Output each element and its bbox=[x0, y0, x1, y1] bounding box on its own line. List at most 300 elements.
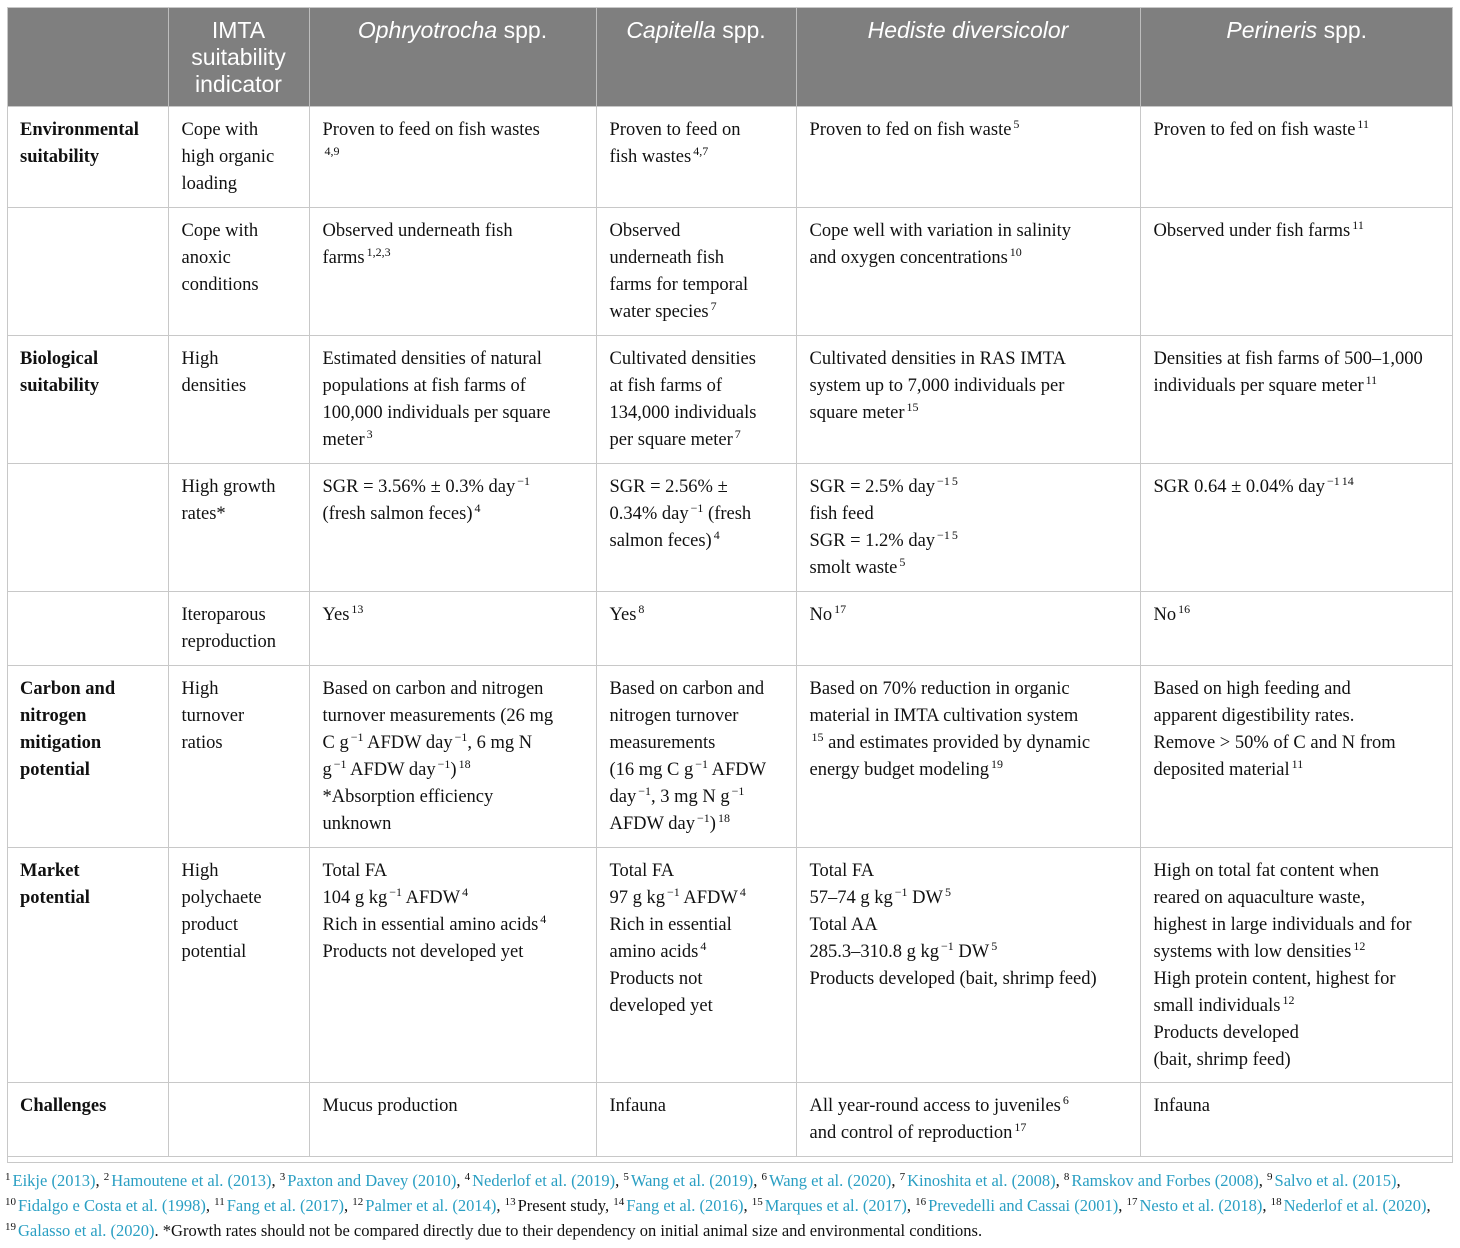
superscript: 5 bbox=[951, 528, 958, 542]
cell-line bbox=[610, 245, 784, 272]
superscript: 4 bbox=[739, 885, 746, 899]
cell-text: Yes bbox=[609, 605, 637, 625]
imta-suitability-table bbox=[7, 7, 1453, 1157]
indicator-label: loading bbox=[181, 174, 237, 194]
indicator-label: product bbox=[181, 915, 239, 935]
reference-link[interactable]: Paxton and Davey (2010) bbox=[287, 1171, 457, 1190]
cell-line bbox=[323, 858, 584, 885]
cell-hediste bbox=[796, 592, 1140, 666]
footnote-number: 9 bbox=[1267, 1171, 1273, 1183]
header-perineris: Perineris spp. bbox=[1140, 7, 1453, 107]
reference-link[interactable]: Fang et al. (2016) bbox=[626, 1196, 744, 1215]
cell-line bbox=[610, 602, 784, 629]
cell-line bbox=[810, 528, 1128, 555]
cell-ophryotrocha bbox=[309, 208, 596, 336]
superscript: 15 bbox=[811, 730, 824, 744]
indicator-cell bbox=[168, 592, 309, 666]
cell-line bbox=[610, 427, 784, 454]
indicator-label: anoxic bbox=[181, 248, 231, 268]
cell-line bbox=[323, 144, 584, 171]
cell-line bbox=[1154, 346, 1442, 373]
superscript: −1 bbox=[695, 757, 709, 771]
superscript: 11 bbox=[1365, 373, 1378, 387]
cell-line bbox=[610, 346, 784, 373]
cell-text: SGR 0.64 ± 0.04% day bbox=[1153, 477, 1326, 497]
cell-text: Proven to fed on fish waste bbox=[809, 120, 1012, 140]
cell-text: 0.34% day bbox=[609, 504, 689, 524]
footnote-number: 7 bbox=[899, 1171, 906, 1183]
cell-text: Mucus production bbox=[322, 1096, 458, 1116]
cell-text: 57–74 g kg bbox=[809, 888, 893, 908]
category-cell bbox=[7, 1083, 168, 1157]
indicator-label: Iteroparous bbox=[181, 605, 266, 625]
cell-line bbox=[323, 757, 584, 784]
cell-text: Cultivated densities in RAS IMTA bbox=[809, 349, 1066, 369]
cell-text: 100,000 individuals per square bbox=[322, 403, 551, 423]
cell-text: Based on 70% reduction in organic bbox=[809, 679, 1070, 699]
footnote-number: 14 bbox=[613, 1196, 625, 1208]
superscript: 5 bbox=[899, 555, 906, 569]
cell-line bbox=[810, 474, 1128, 501]
cell-text: All year-round access to juveniles bbox=[809, 1096, 1061, 1116]
cell-text: smolt waste bbox=[809, 558, 898, 578]
superscript: 4 bbox=[462, 885, 469, 899]
superscript: 3 bbox=[366, 427, 373, 441]
footnote-number: 6 bbox=[761, 1171, 767, 1183]
cell-capitella bbox=[596, 1083, 796, 1157]
cell-text: Yes bbox=[322, 605, 350, 625]
cell-line bbox=[610, 400, 784, 427]
cell-text: and oxygen concentrations bbox=[809, 248, 1008, 268]
cell-line bbox=[810, 885, 1128, 912]
category-cell bbox=[7, 464, 168, 592]
cell-text: AFDW bbox=[708, 760, 767, 780]
cell-text: SGR = 1.2% day bbox=[809, 531, 936, 551]
cell-text: fish wastes bbox=[609, 147, 692, 167]
indicator-label: High growth bbox=[181, 477, 276, 497]
cell-text: Rich in essential bbox=[609, 915, 732, 935]
cell-text: (bait, shrimp feed) bbox=[1153, 1050, 1291, 1070]
cell-text: material in IMTA cultivation system bbox=[809, 706, 1079, 726]
reference-link[interactable]: Marques et al. (2017) bbox=[764, 1196, 907, 1215]
superscript: 4 bbox=[713, 528, 720, 542]
cell-text: AFDW bbox=[679, 888, 738, 908]
cell-line bbox=[1154, 117, 1442, 144]
cell-line bbox=[810, 730, 1128, 757]
superscript: 5 bbox=[1013, 117, 1020, 131]
cell-line bbox=[323, 602, 584, 629]
cell-text: Proven to feed on bbox=[609, 120, 741, 140]
indicator-cell bbox=[168, 464, 309, 592]
footnote-number: 12 bbox=[352, 1196, 364, 1208]
cell-text: square meter bbox=[809, 403, 905, 423]
cell-ophryotrocha bbox=[309, 848, 596, 1083]
cell-line bbox=[610, 757, 784, 784]
cell-line bbox=[610, 811, 784, 838]
category-label: Environmental bbox=[20, 120, 139, 140]
category-label: suitability bbox=[20, 147, 100, 167]
cell-line bbox=[610, 912, 784, 939]
category-cell bbox=[7, 666, 168, 848]
footnote-number: 18 bbox=[1270, 1196, 1282, 1208]
cell-text: at fish farms of bbox=[609, 376, 723, 396]
cell-capitella bbox=[596, 107, 796, 208]
cell-text: Based on carbon and nitrogen bbox=[322, 679, 544, 699]
cell-text: apparent digestibility rates. bbox=[1153, 706, 1355, 726]
cell-text: Products developed bbox=[1153, 1023, 1299, 1043]
cell-perineris bbox=[1140, 107, 1453, 208]
cell-capitella bbox=[596, 336, 796, 464]
cell-ophryotrocha bbox=[309, 592, 596, 666]
reference-link[interactable]: Prevedelli and Cassai (2001) bbox=[928, 1196, 1119, 1215]
superscript: 6 bbox=[1062, 1093, 1069, 1107]
cell-text: Cope well with variation in salinity bbox=[809, 221, 1072, 241]
cell-text: DW bbox=[953, 942, 990, 962]
cell-text: (fresh bbox=[703, 504, 752, 524]
indicator-cell bbox=[168, 848, 309, 1083]
cell-text: Remove > 50% of C and N from bbox=[1153, 733, 1396, 753]
table-row bbox=[7, 464, 1453, 592]
cell-text: salmon feces) bbox=[609, 531, 712, 551]
category-label: suitability bbox=[20, 376, 100, 396]
cell-text: SGR = 3.56% ± 0.3% day bbox=[322, 477, 516, 497]
superscript: 5 bbox=[951, 474, 958, 488]
superscript: −1 bbox=[731, 784, 745, 798]
cell-text: developed yet bbox=[609, 996, 713, 1016]
footnote-text: Present study bbox=[517, 1196, 605, 1215]
superscript: −1 bbox=[937, 528, 950, 542]
reference-link[interactable]: Hamoutene et al. (2013) bbox=[111, 1171, 272, 1190]
cell-hediste bbox=[796, 336, 1140, 464]
cell-line bbox=[1154, 939, 1442, 966]
cell-line bbox=[610, 218, 784, 245]
cell-text: 285.3–310.8 g kg bbox=[809, 942, 939, 962]
cell-line bbox=[610, 858, 784, 885]
header-ophryotrocha: Ophryotrocha spp. bbox=[309, 7, 596, 107]
cell-line bbox=[810, 966, 1128, 993]
footnote-number: 11 bbox=[214, 1196, 225, 1208]
footnote-number: 5 bbox=[623, 1171, 629, 1183]
table-row bbox=[7, 208, 1453, 336]
footnote-number: 13 bbox=[504, 1196, 516, 1208]
category-label: Challenges bbox=[20, 1096, 107, 1116]
superscript: 14 bbox=[1341, 474, 1354, 488]
superscript: 8 bbox=[638, 602, 645, 616]
cell-line bbox=[323, 939, 584, 966]
superscript: 17 bbox=[1014, 1120, 1027, 1134]
table-row bbox=[7, 592, 1453, 666]
cell-line bbox=[810, 602, 1128, 629]
cell-line bbox=[1154, 218, 1442, 245]
cell-text: reared on aquaculture waste, bbox=[1153, 888, 1366, 908]
cell-line bbox=[610, 272, 784, 299]
cell-line bbox=[323, 912, 584, 939]
cell-text: per square meter bbox=[609, 430, 733, 450]
cell-text: Estimated densities of natural bbox=[322, 349, 542, 369]
cell-text: Observed underneath fish bbox=[322, 221, 513, 241]
superscript: 15 bbox=[906, 400, 919, 414]
reference-link[interactable]: Nesto et al. (2018) bbox=[1139, 1196, 1263, 1215]
cell-text: 134,000 individuals bbox=[609, 403, 757, 423]
cell-line bbox=[323, 730, 584, 757]
cell-line bbox=[1154, 885, 1442, 912]
cell-line bbox=[323, 400, 584, 427]
category-cell bbox=[7, 848, 168, 1083]
cell-hediste bbox=[796, 848, 1140, 1083]
cell-text: and estimates provided by dynamic bbox=[823, 733, 1091, 753]
cell-line bbox=[610, 966, 784, 993]
cell-line bbox=[810, 939, 1128, 966]
cell-line bbox=[1154, 1047, 1442, 1074]
cell-text: Observed bbox=[609, 221, 681, 241]
reference-link[interactable]: Wang et al. (2019) bbox=[630, 1171, 754, 1190]
footnote-number: 17 bbox=[1126, 1196, 1138, 1208]
superscript: 11 bbox=[1291, 757, 1304, 771]
cell-line bbox=[1154, 912, 1442, 939]
superscript: −1 bbox=[437, 757, 451, 771]
cell-text: , 3 mg N g bbox=[651, 787, 730, 807]
table-row bbox=[7, 107, 1453, 208]
cell-line bbox=[323, 427, 584, 454]
indicator-cell bbox=[168, 336, 309, 464]
superscript: 11 bbox=[1352, 218, 1364, 232]
cell-line bbox=[1154, 602, 1442, 629]
table-footnote: $^1$ Eikje (2013), $^2$ Hamoutene et al. (2013), $^3$ Paxton and Davey (2010), $^4$ Nederlof et al. (2019), $^5$ Wang et al. (2019), $^6$ Wang et al. (2020), $^7$ Kinoshita et al. (2008), $^8$ Ramskov and Forbes (2008), $^9$ Salvo et al. (2015), $^{10}$ Fidalgo e Costa et al. (1998), $^{11}$ Fang et al. (2017), $^{12}$ Palmer et al. (2014), $^{13}$ Present study, $^{14}$ Fang et al. (2016), $^{15}$ Marques et al. (2017), $^{16}$ Prevedelli and Cassai (2001), $^{17}$ Nesto et al. (2018), $^{18}$ Nederlof et al. (2020), $^{19}$ Galasso et al. (2020). *Growth rates should not be compared directly due to their dependency on initial animal size and environmental conditions. bbox=[5, 1171, 1431, 1240]
header-capitella: Capitella spp. bbox=[596, 7, 796, 107]
footnote-number: 3 bbox=[279, 1171, 286, 1183]
cell-text: unknown bbox=[322, 814, 392, 834]
category-cell bbox=[7, 107, 168, 208]
cell-line bbox=[810, 245, 1128, 272]
cell-line bbox=[810, 858, 1128, 885]
cell-text: Total FA bbox=[322, 861, 388, 881]
cell-text: nitrogen turnover bbox=[609, 706, 739, 726]
cell-line bbox=[810, 912, 1128, 939]
superscript: −1 bbox=[696, 811, 710, 825]
cell-line bbox=[323, 501, 584, 528]
cell-line bbox=[810, 676, 1128, 703]
cell-capitella bbox=[596, 848, 796, 1083]
cell-ophryotrocha bbox=[309, 336, 596, 464]
indicator-cell bbox=[168, 107, 309, 208]
cell-perineris bbox=[1140, 592, 1453, 666]
superscript: 4 bbox=[700, 939, 707, 953]
cell-line bbox=[323, 346, 584, 373]
cell-text: SGR = 2.5% day bbox=[809, 477, 936, 497]
indicator-label: High bbox=[181, 861, 219, 881]
cell-text: C g bbox=[322, 733, 349, 753]
indicator-label: reproduction bbox=[181, 632, 277, 652]
cell-perineris bbox=[1140, 208, 1453, 336]
indicator-label: high organic bbox=[181, 147, 275, 167]
reference-link[interactable]: Kinoshita et al. (2008) bbox=[907, 1171, 1056, 1190]
cell-capitella bbox=[596, 208, 796, 336]
indicator-label: Cope with bbox=[181, 221, 259, 241]
cell-line bbox=[323, 811, 584, 838]
cell-text: turnover measurements (26 mg bbox=[322, 706, 554, 726]
footnote-number: 2 bbox=[103, 1171, 110, 1183]
indicator-label: High bbox=[181, 349, 219, 369]
superscript: −1 bbox=[1327, 474, 1340, 488]
cell-text: AFDW day bbox=[346, 760, 436, 780]
reference-link[interactable]: Salvo et al. (2015) bbox=[1274, 1171, 1397, 1190]
cell-hediste bbox=[796, 107, 1140, 208]
cell-text: Products not bbox=[609, 969, 703, 989]
cell-text: energy budget modeling bbox=[809, 760, 989, 780]
cell-text: farms bbox=[322, 248, 365, 268]
footnote-number: 15 bbox=[751, 1196, 763, 1208]
cell-ophryotrocha bbox=[309, 464, 596, 592]
superscript: 16 bbox=[1178, 602, 1191, 616]
superscript: 5 bbox=[991, 939, 998, 953]
reference-link[interactable]: Fang et al. (2017) bbox=[226, 1196, 345, 1215]
cell-text: populations at fish farms of bbox=[322, 376, 526, 396]
cell-line bbox=[1154, 993, 1442, 1020]
cell-line bbox=[323, 885, 584, 912]
cell-text: DW bbox=[907, 888, 943, 908]
reference-link[interactable]: Fidalgo e Costa et al. (1998) bbox=[18, 1196, 206, 1215]
cell-text: Products not developed yet bbox=[322, 942, 524, 962]
superscript: 12 bbox=[1353, 939, 1366, 953]
category-label: potential bbox=[20, 888, 90, 908]
reference-link[interactable]: Ramskov and Forbes (2008) bbox=[1071, 1171, 1259, 1190]
cell-line bbox=[1154, 373, 1442, 400]
cell-text: system up to 7,000 individuals per bbox=[809, 376, 1065, 396]
cell-hediste bbox=[796, 464, 1140, 592]
reference-link[interactable]: Eikje (2013) bbox=[12, 1171, 96, 1190]
cell-line bbox=[810, 703, 1128, 730]
category-cell bbox=[7, 336, 168, 464]
superscript: −1 bbox=[333, 757, 347, 771]
cell-line bbox=[610, 784, 784, 811]
superscript: 4,7 bbox=[693, 144, 709, 158]
superscript: 11 bbox=[1357, 117, 1369, 131]
cell-line bbox=[1154, 1020, 1442, 1047]
cell-ophryotrocha bbox=[309, 666, 596, 848]
cell-line bbox=[610, 939, 784, 966]
cell-text: fish feed bbox=[809, 504, 874, 524]
reference-link[interactable]: Nederlof et al. (2020) bbox=[1283, 1196, 1427, 1215]
indicator-label: Cope with bbox=[181, 120, 259, 140]
superscript: −1 bbox=[638, 784, 651, 798]
superscript: −1 bbox=[937, 474, 950, 488]
cell-capitella bbox=[596, 464, 796, 592]
cell-line bbox=[610, 474, 784, 501]
superscript: 4 bbox=[474, 501, 481, 515]
cell-line bbox=[610, 1093, 784, 1120]
table-header-row bbox=[7, 7, 1453, 107]
cell-line bbox=[1154, 703, 1442, 730]
footnote-number: 8 bbox=[1063, 1171, 1070, 1183]
header-category bbox=[7, 7, 168, 107]
cell-line bbox=[323, 703, 584, 730]
superscript: −1 bbox=[690, 501, 704, 515]
cell-text: High protein content, highest for bbox=[1153, 969, 1396, 989]
cell-line bbox=[810, 555, 1128, 582]
cell-text: AFDW day bbox=[363, 733, 453, 753]
cell-line bbox=[810, 1120, 1128, 1147]
cell-line bbox=[323, 676, 584, 703]
cell-line bbox=[1154, 1093, 1442, 1120]
superscript: 17 bbox=[834, 602, 847, 616]
cell-text: Rich in essential amino acids bbox=[322, 915, 539, 935]
cell-perineris bbox=[1140, 464, 1453, 592]
superscript: 5 bbox=[944, 885, 951, 899]
category-label: mitigation bbox=[20, 733, 102, 753]
cell-ophryotrocha bbox=[309, 1083, 596, 1157]
cell-text: *Absorption efficiency bbox=[322, 787, 494, 807]
cell-text: and control of reproduction bbox=[809, 1123, 1013, 1143]
superscript: −1 bbox=[894, 885, 908, 899]
reference-link[interactable]: Wang et al. (2020) bbox=[768, 1171, 892, 1190]
cell-text: amino acids bbox=[609, 942, 699, 962]
footnote-number: 4 bbox=[464, 1171, 471, 1183]
cell-line bbox=[610, 501, 784, 528]
cell-line bbox=[810, 757, 1128, 784]
cell-text: farms for temporal bbox=[609, 275, 749, 295]
category-label: Market bbox=[20, 861, 80, 881]
cell-text: deposited material bbox=[1153, 760, 1290, 780]
cell-text: 104 g kg bbox=[322, 888, 388, 908]
cell-text: day bbox=[609, 787, 637, 807]
cell-ophryotrocha bbox=[309, 107, 596, 208]
reference-link[interactable]: Galasso et al. (2020) bbox=[18, 1221, 155, 1240]
cell-perineris bbox=[1140, 336, 1453, 464]
category-label: Carbon and bbox=[20, 679, 116, 699]
cell-text: Based on high feeding and bbox=[1153, 679, 1351, 699]
cell-text: Cultivated densities bbox=[609, 349, 756, 369]
superscript: −1 bbox=[454, 730, 468, 744]
cell-text: Observed under fish farms bbox=[1153, 221, 1351, 241]
cell-line bbox=[610, 730, 784, 757]
cell-line bbox=[1154, 757, 1442, 784]
cell-text: Proven to feed on fish wastes bbox=[322, 120, 540, 140]
cell-text: Densities at fish farms of 500–1,000 bbox=[1153, 349, 1423, 369]
reference-link[interactable]: Palmer et al. (2014) bbox=[365, 1196, 497, 1215]
category-label: nitrogen bbox=[20, 706, 87, 726]
category-label: Biological bbox=[20, 349, 99, 369]
header-indicator: IMTA suitability indicator bbox=[168, 7, 309, 107]
cell-hediste bbox=[796, 1083, 1140, 1157]
footnote-number: 10 bbox=[5, 1196, 16, 1208]
indicator-label: conditions bbox=[181, 275, 259, 295]
superscript: −1 bbox=[389, 885, 403, 899]
cell-capitella bbox=[596, 592, 796, 666]
cell-text: No bbox=[1153, 605, 1177, 625]
cell-text: , 6 mg N bbox=[467, 733, 533, 753]
table-row bbox=[7, 336, 1453, 464]
cell-line bbox=[1154, 858, 1442, 885]
cell-perineris bbox=[1140, 848, 1453, 1083]
indicator-label: densities bbox=[181, 376, 247, 396]
cell-text: systems with low densities bbox=[1153, 942, 1352, 962]
indicator-cell bbox=[168, 666, 309, 848]
cell-text: small individuals bbox=[1153, 996, 1281, 1016]
cell-line bbox=[323, 245, 584, 272]
cell-line bbox=[610, 993, 784, 1020]
cell-perineris bbox=[1140, 666, 1453, 848]
superscript: 18 bbox=[717, 811, 730, 825]
cell-line bbox=[610, 703, 784, 730]
cell-text: ) bbox=[709, 814, 716, 834]
cell-line bbox=[810, 501, 1128, 528]
cell-text: High on total fat content when bbox=[1153, 861, 1380, 881]
category-cell bbox=[7, 208, 168, 336]
cell-text: AFDW day bbox=[609, 814, 695, 834]
reference-link[interactable]: Nederlof et al. (2019) bbox=[472, 1171, 616, 1190]
indicator-label: polychaete bbox=[181, 888, 262, 908]
header-hediste: Hediste diversicolor bbox=[796, 7, 1140, 107]
